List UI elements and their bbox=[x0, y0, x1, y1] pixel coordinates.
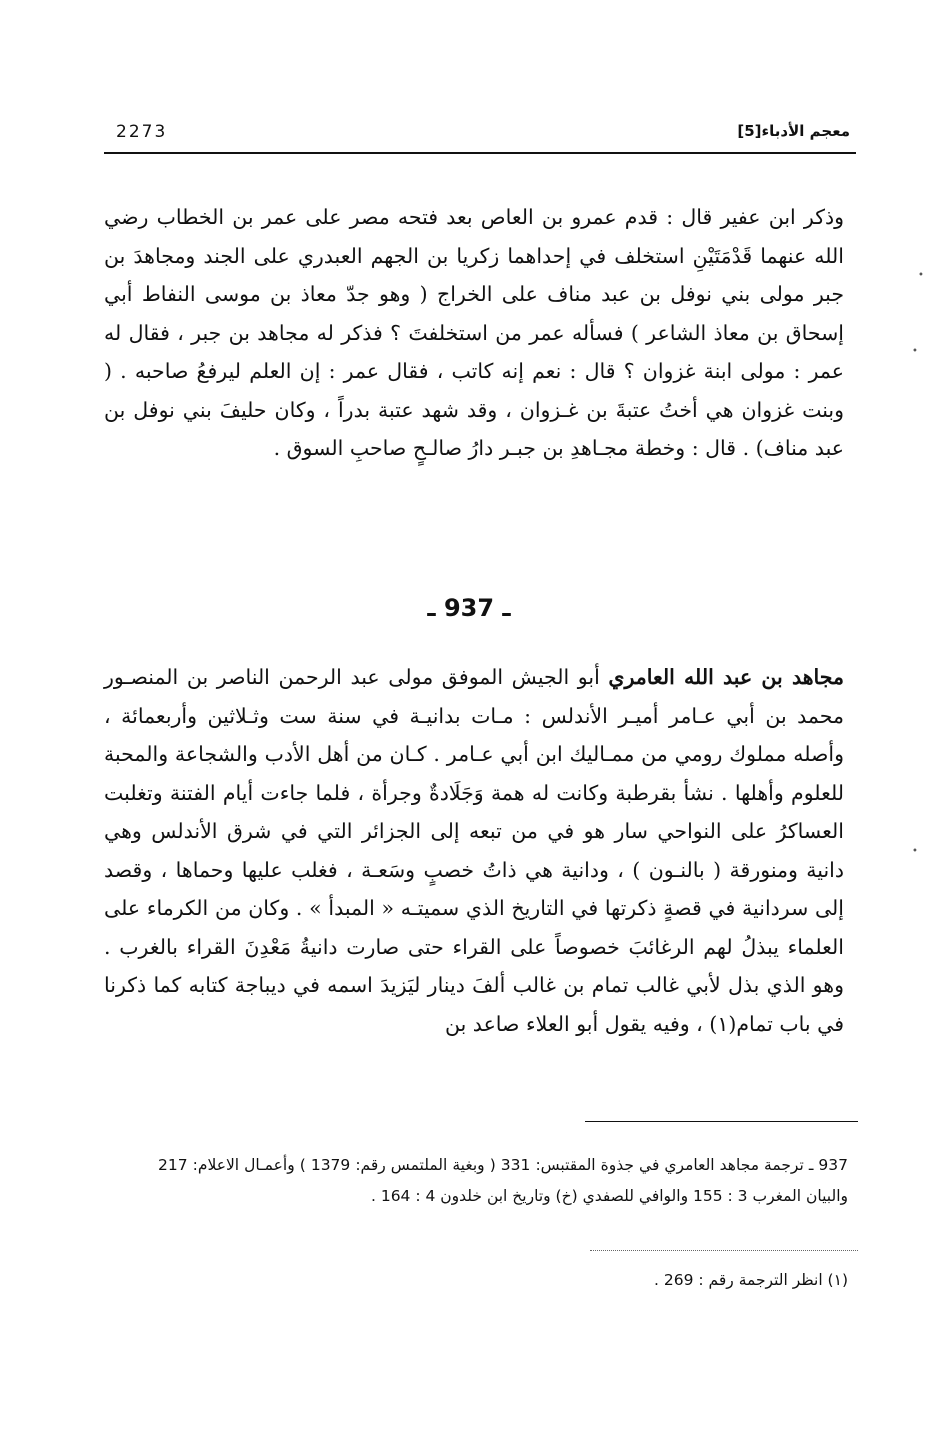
entry-number: ـ 937 ـ bbox=[427, 594, 511, 622]
header-divider bbox=[104, 152, 856, 154]
source-note: 937 ـ ترجمة مجاهد العامري في جذوة المقتبس: 331 ( وبغية الملتمس رقم: 1379 ) وأعمـال الاعلام: 217 والبيان المغرب 3 : 155 والوافي للصفدي (خ) وتاريخ ابن خلدون 4 : 164 . bbox=[158, 1156, 849, 1205]
running-title: معجم الأدباء[5] bbox=[737, 122, 850, 140]
footnote-divider bbox=[585, 1121, 858, 1122]
entry-subject-name: مجاهد بن عبد الله العامري bbox=[608, 665, 844, 689]
margin-mark: • bbox=[912, 846, 918, 857]
paragraph-continuation bbox=[104, 198, 844, 468]
page-number: 2273 bbox=[116, 122, 168, 142]
margin-mark: • bbox=[912, 346, 918, 357]
paragraph-2-text: أبو الجيش الموفق مولى عبد الرحمن الناصر بن المنصـور محمد بن أبي عـامر أميـر الأندلس : مـات بدانيـة في سنة ست وثـلاثين وأربعمائة ، وأصله مملوك رومي من ممـاليك ابن أبي عـامر . كـان من أهل الأدب والشجاعة والمحبة للعلوم وأهلها . نشأ بقرطبة وكانت له همة وَجَلَادةٌ وجرأة ، فلما جاءت أيام الفتنة وتغلبت العساكرُ على النواحي سار هو في من تبعه إلى الجزائر التي في شرق الأندلس وهي دانية ومنورقة ( بالنـون ) ، ودانية هي ذاتُ خصبٍ وسَعـة ، فغلب عليها وحماها ، وقصد إلى سردانية في قصةٍ ذكرتها في التاريخ الذي سميتـه « المبدأ » . وكان من الكرماء على العلماء يبذلُ لهم الرغائبَ خصوصاً على القراء حتى صارت دانيةُ مَعْدِنَ القراء بالغرب . وهو الذي بذل لأبي غالب تمام بن غالب ألفَ دينار ليَزيدَ اسمه في ديباجة كتابه كما ذكرنا في باب تمام(١) ، وفيه يقول أبو العلاء صاعد بن bbox=[104, 665, 844, 1036]
dotted-divider bbox=[590, 1250, 858, 1251]
paragraph-2 bbox=[104, 658, 844, 1043]
margin-mark: • bbox=[918, 270, 924, 281]
footnote: (١) انظر الترجمة رقم : 269 . bbox=[654, 1271, 848, 1289]
paragraph-1-text: وذكر ابن عفير قال : قدم عمرو بن العاص بعد فتحه مصر على عمر بن الخطاب رضي الله عنهما قَدْمَتَيْنِ استخلف في إحداهما زكريا بن الجهم العبدري على الجند ومجاهدَ بن جبر مولى بني نوفل بن عبد مناف على الخراج ( وهو جدّ معاذ بن موسى النفاط أبي إسحاق بن معاذ الشاعر ) فسأله عمر من استخلفتَ ؟ فذكر له مجاهد بن جبر ، فقال له عمر : مولى ابنة غزوان ؟ قال : نعم إنه كاتب ، فقال عمر : إن العلم ليرفعُ صاحبه . ( وبنت غزوان هي أختُ عتبةَ بن غـزوان ، وقد شهد عتبة بدراً ، وكان حليفَ بني نوفل بن عبد مناف) . قال : وخطة مجـاهدِ بن جبـر دارُ صالـحٍ صاحبِ السوق . bbox=[104, 205, 844, 460]
page-header bbox=[110, 122, 850, 146]
biography-entry bbox=[104, 658, 844, 1043]
